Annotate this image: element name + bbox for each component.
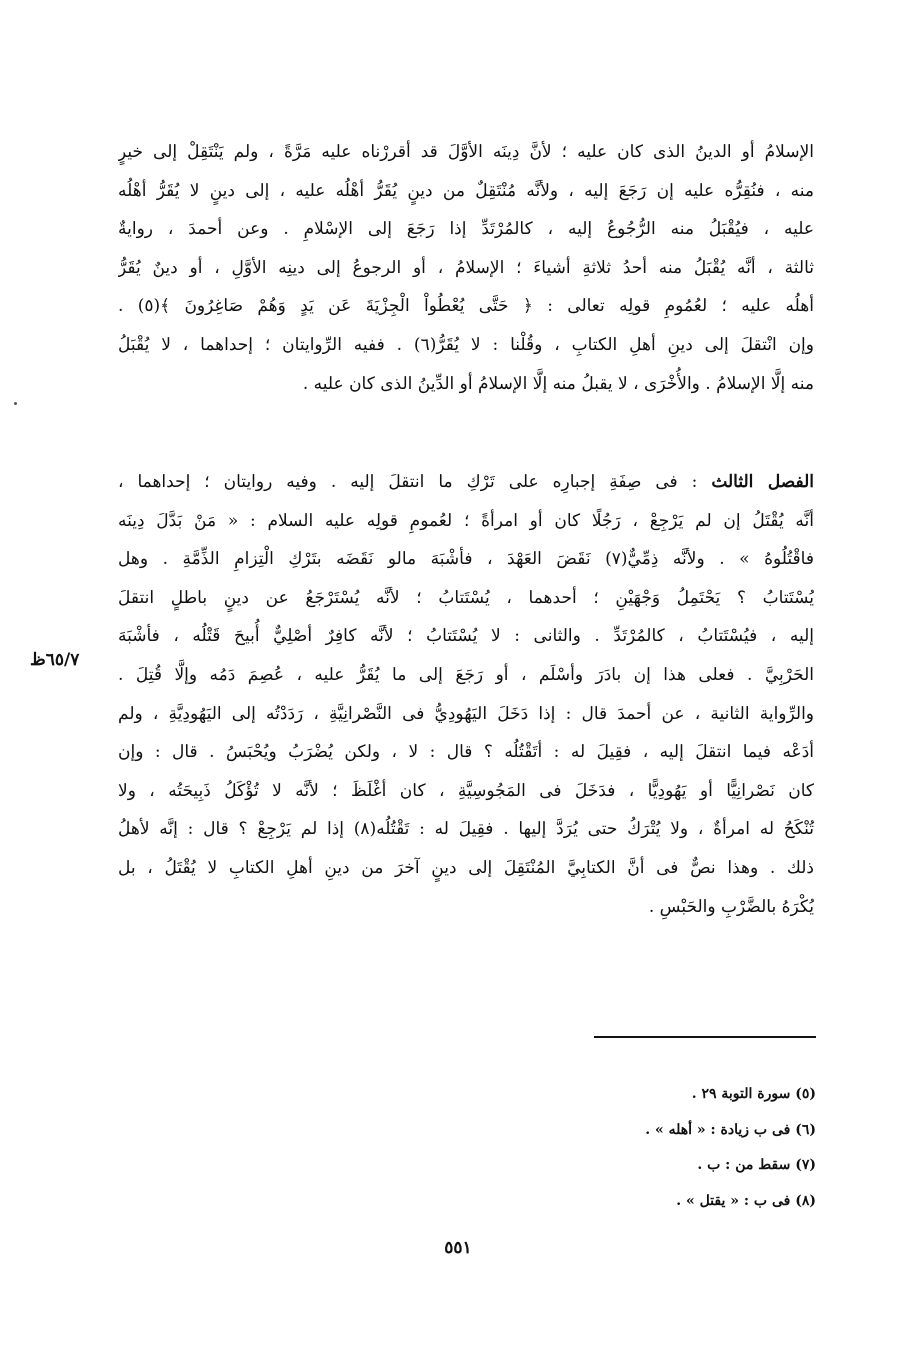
text-line: كان نَصْرانِيًّا أو يَهُودِيًّا ، فدَخَلَ فى المَجُوسِيَّةِ ، كان أغْلَظَ ؛ لأنَّه لا تُؤْكَلُ ذَبِيحَتُه ، ولا [118,780,814,801]
text-line: يُكْرَهُ بالضَّرْبِ والحَبْسِ . [648,896,814,917]
text-line: أدَعْه فيما انتقلَ إليه ، فقِيلَ له : أتَقْتُلُه ؟ قال : لا ، ولكن يُضْرَبُ ويُحْبَسُ . قال : وإن [118,742,814,763]
text-line-first [118,463,814,502]
text-line: والرِّواية الثانية ، عن أحمدَ قال : إذا دَخَلَ اليَهُودِيُّ فى النَّصْرانِيَّةِ ، رَدَدْتُه إلى اليَهُودِيَّةِ ، ولم [118,703,814,724]
footnote: (٦) فى ب زيادة : « أهله » . [645,1121,816,1138]
footnote: (٨) فى ب : « يقتل » . [676,1192,816,1209]
margin-dot [14,402,17,405]
text-line: أهلُه عليه ؛ لعُمُومِ قولِه تعالى : ﴿ حَتَّى يُعْطُواْ الْجِزْيَةَ عَن يَدٍ وَهُمْ صَاغِرُونَ ﴾(٥) . [118,296,814,317]
text-line: منه إلَّا الإسلامُ . والأُخْرَى ، لا يقبلُ منه إلَّا الإسلامُ أو الدِّينُ الذى كان عليه . [302,373,814,394]
text-line: ثالثة ، أنَّه يُقْبَلُ منه أحدُ ثلاثةِ أشياءَ ؛ الإسلامُ ، أو الرجوعُ إلى دينِه الأوَّلِ ، أو دينٌ يُقَرُّ [118,257,814,278]
text-line: وإن انْتقلَ إلى دينِ أهلِ الكتابِ ، وقُلْنا : لا يُقَرُّ(٦) . ففيه الرِّوايتان ؛ إحداهما ، لا يُقْبَلُ [118,334,814,355]
text-line: تُنْكَحُ له امرأةٌ ، ولا يُتْرَكُ حتى يُرَدَّ إليها . فقِيلَ له : تَقْتُلُه(٨) إذا لم يَرْجِعْ ؟ قال : إنَّه لأهلُ [118,819,814,840]
text-line: الحَرْبِيَّ . فعلى هذا إن بادَرَ وأسْلَم ، أو رَجَعَ إلى ما يُقَرُّ عليه ، عُصِمَ دَمُه وإلَّا قُتِلَ . [118,664,814,685]
page-number: ٥٥١ [444,1238,472,1258]
chapter-intro-text: : فى صِفَةِ إجبارِه على تَرْكِ ما انتقلَ إليه . وفيه روايتان ؛ إحداهما ، [118,472,712,492]
footnote: (٥) سورة التوبة ٢٩ . [691,1086,816,1102]
text-line: يُسْتَتابُ ؟ يَحْتَمِلُ وَجْهَيْنِ ؛ أحدهما ، يُسْتَتابُ ؛ لأنَّه يُسْتَرْجَعُ عن دينٍ باطلٍ انتقلَ [118,587,814,608]
text-line: عليه ، فيُقْبَلُ منه الرُّجُوعُ إليه ، كالمُرْتَدِّ إذا رَجَعَ إلى الإسْلامِ . وعن أحمدَ ، روايةٌ [118,219,814,240]
footnotes [560,1077,816,1219]
text-line: أنَّه يُقْتَلُ إن لم يَرْجِعْ ، رَجُلًا كان أو امرأةً ؛ لعُمومِ قولِه عليه السلام : « مَنْ بَدَّلَ دِينَه [118,510,814,531]
footnote: (٧) سقط من : ب . [697,1157,816,1173]
text-line: فاقْتُلُوهُ » . ولأنَّه ذِمِّيٌّ(٧) نَقَضَ العَهْدَ ، فأشْبَهَ مالو نَقَضَه بتَرْكِ الْتِزامِ الذِّمَّةِ . وهل [118,549,814,570]
paragraph-2 [118,463,814,926]
text-line: الإسلامُ أو الدينُ الذى كان عليه ؛ لأنَّ دِينَه الأوَّلَ قد أقررْناه عليه مَرَّةً ، ولم يَنْتَقِلْ إلى خيرٍ [118,142,814,162]
footnote-divider [594,1036,816,1038]
chapter-title: الفصل الثالث [711,472,814,492]
paragraph-1 [118,133,814,403]
text-line: منه ، فنُقِرُّه عليه إن رَجَعَ إليه ، ولأنَّه مُنْتَقِلٌ من دينٍ يُقَرُّ أهْلُه عليه ، إلى دينٍ لا يُقَرُّ أهْلُه [118,180,814,201]
manuscript-folio-note: ٦٥/٧ظ [30,650,80,670]
text-line: إليه ، فيُسْتَتابُ ، كالمُرْتَدِّ . والثانى : لا يُسْتَتابُ ؛ لأنَّه كافِرٌ أصْلِيٌّ أُبيحَ قَتْلُه ، فأشْبَهَ [118,626,814,647]
text-line: ذلك . وهذا نصٌّ فى أنَّ الكتابِيَّ المُنْتَقِلَ إلى دينٍ آخرَ من دينِ أهلِ الكتابِ لا يُقْتَلُ ، بل [118,857,814,878]
